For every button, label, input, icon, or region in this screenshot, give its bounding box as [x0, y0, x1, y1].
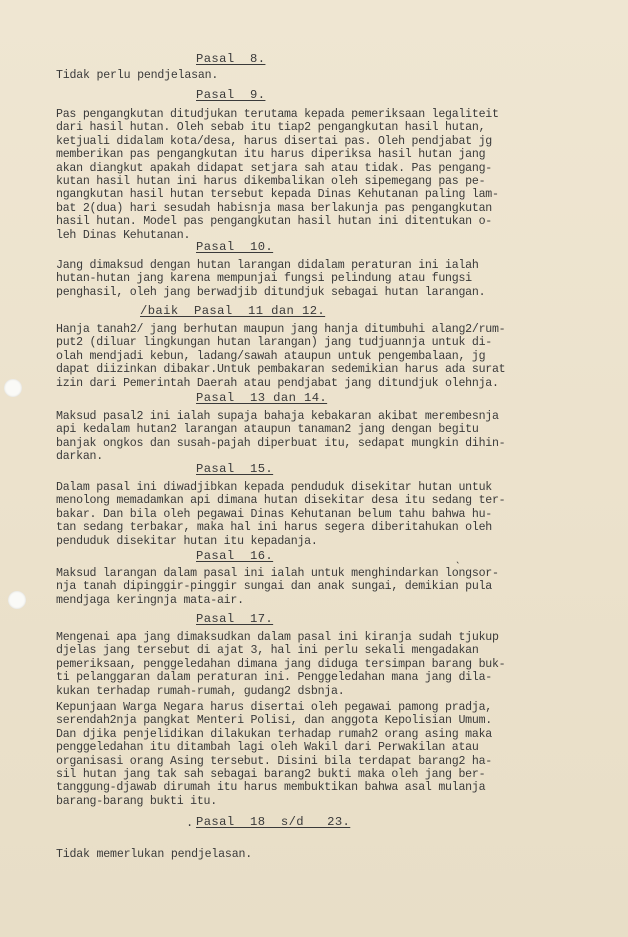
text-line: put2 (diluar lingkungan hutan larangan) jang tudjuannja untuk di-: [56, 336, 492, 350]
section-heading: Pasal 10.: [196, 240, 274, 254]
text-line: hasil hutan. Model pas pengangkutan hasil hutan ini ditentukan o-: [56, 215, 492, 229]
text-line: leh Dinas Kehutanan.: [56, 228, 191, 242]
text-line: bat 2(dua) hari sesudah habisnja masa berlakunja pas pengangkutan: [56, 201, 492, 215]
section-heading: Pasal 9.: [196, 88, 266, 102]
text-line: Maksud pasal2 ini ialah supaja bahaja kebakaran akibat merembesnja: [56, 410, 499, 423]
text-line: Tidak memerlukan pendjelasan.: [56, 848, 252, 861]
text-line: kutan hasil hutan ini harus dikembalikan oleh sipemegang pas pe-: [56, 175, 486, 189]
paragraph: [56, 410, 576, 464]
text-line: Kepunjaan Warga Negara harus disertai oleh pegawai pamong pradja,: [56, 701, 492, 714]
text-line: hutan-hutan jang karena mempunjai fungsi pelindung atau fungsi: [56, 272, 472, 286]
text-line: Mengenai apa jang dimaksudkan dalam pasal ini kiranja sudah tjukup: [56, 631, 499, 644]
section-heading: Pasal 17.: [196, 612, 274, 626]
text-line: Tidak perlu pendjelasan.: [56, 69, 219, 82]
text-line: bakar. Dan bila oleh pegawai Dinas Kehutanan belum tahu bahwa hu-: [56, 507, 492, 521]
pen-mark: .: [186, 816, 194, 830]
paragraph: [56, 323, 576, 390]
text-line: penduduk disekitar hutan itu kepadanja.: [56, 534, 318, 548]
paragraph: [56, 108, 576, 242]
text-line: Dan djika penjelidikan dilakukan terhadap rumah2 orang asing maka: [56, 727, 492, 741]
text-line: ketjuali didalam kota/desa, harus disertai pas. Oleh pendjabat jg: [56, 134, 492, 148]
text-line: tan sedang terbakar, maka hal ini harus segera diberitahukan oleh: [56, 521, 492, 535]
text-line: akan diangkut apakah didapat setjara sah atau tidak. Pas pengang-: [56, 161, 492, 175]
paragraph: [56, 701, 576, 808]
paragraph: [56, 481, 576, 548]
text-line: penggeledahan itu ditambah lagi oleh Wakil dari Perwakilan atau: [56, 741, 479, 755]
paragraph: [56, 567, 576, 607]
text-line: nja tanah dipinggir-pinggir sungai dan anak sungai, demikian pula: [56, 580, 492, 594]
text-line: mendjaga keringnja mata-air.: [56, 593, 244, 607]
text-line: dari hasil hutan. Oleh sebab itu tiap2 pengangkutan hasil hutan,: [56, 121, 486, 135]
text-line: Hanja tanah2/ jang berhutan maupun jang hanja ditumbuhi alang2/rum-: [56, 323, 506, 336]
text-line: olah mendjadi kebun, ladang/sawah ataupun untuk pengembalaan, jg: [56, 349, 486, 363]
text-line: tanggung-djawab dirumah itu harus membuktikan bahwa asal mulanja: [56, 781, 486, 795]
paragraph: [56, 259, 576, 299]
section-heading: Pasal 16.: [196, 549, 274, 563]
section-heading: Pasal 15.: [196, 462, 274, 476]
section-heading: Pasal 13 dan 14.: [196, 391, 328, 405]
text-line: kukan terhadap rumah-rumah, gudang2 dsbnja.: [56, 684, 345, 698]
text-line: Pas pengangkutan ditudjukan terutama kepada pemeriksaan legaliteit: [56, 108, 499, 121]
punch-hole: [8, 591, 26, 609]
punch-hole: [4, 379, 22, 397]
section-heading: Pasal 18 s/d 23.: [196, 815, 351, 829]
section-heading: /baik Pasal 11 dan 12.: [140, 304, 326, 318]
text-line: darkan.: [56, 450, 103, 464]
text-line: penghasil, oleh jang berwadjib ditundjuk sebagai hutan larangan.: [56, 285, 486, 299]
text-line: barang-barang bukti itu.: [56, 794, 217, 808]
text-line: ngangkutan hasil hutan tersebut kepada Dinas Kehutanan paling lam-: [56, 188, 499, 202]
text-line: banjak ongkos dan susah-pajah diperbuat itu, sedapat mungkin dihin-: [56, 436, 506, 450]
text-line: sil hutan jang tak sah sebagai barang2 bukti maka oleh jang ber-: [56, 768, 486, 782]
text-line: Jang dimaksud dengan hutan larangan didalam peraturan ini ialah: [56, 259, 479, 272]
paragraph: [56, 631, 576, 698]
text-line: Dalam pasal ini diwadjibkan kepada penduduk disekitar hutan untuk: [56, 481, 492, 494]
text-line: dapat diizinkan dibakar.Untuk pembakaran sedemikian harus ada surat: [56, 363, 506, 377]
text-line: api kedalam hutan2 larangan ataupun tanaman2 jang dengan begitu: [56, 423, 479, 437]
text-line: menolong memadamkan api dimana hutan disekitar desa itu sedang ter-: [56, 494, 506, 508]
text-line: Maksud larangan dalam pasal ini ialah untuk menghindarkan longsor-: [56, 567, 499, 580]
text-line: pemeriksaan, penggeledahan dimana jang diduga tersimpan barang buk-: [56, 657, 506, 671]
text-line: serendah2nja pangkat Menteri Polisi, dan anggota Kepolisian Umum.: [56, 714, 492, 728]
text-line: djelas jang tersebut di ajat 3, hal ini perlu sekali mengadakan: [56, 644, 479, 658]
text-line: organisasi orang Asing tersebut. Disini bila terdapat barang2 ha-: [56, 754, 492, 768]
text-line: ti pelanggaran dalam peraturan ini. Penggeledahan mana jang dila-: [56, 671, 492, 685]
pen-mark: ˎ: [454, 551, 462, 565]
section-heading: Pasal 8.: [196, 52, 266, 66]
text-line: memberikan pas pengangkutan itu harus diperiksa hasil hutan jang: [56, 148, 486, 162]
text-line: izin dari Pemerintah Daerah atau pendjabat jang ditundjuk olehnja.: [56, 376, 499, 390]
